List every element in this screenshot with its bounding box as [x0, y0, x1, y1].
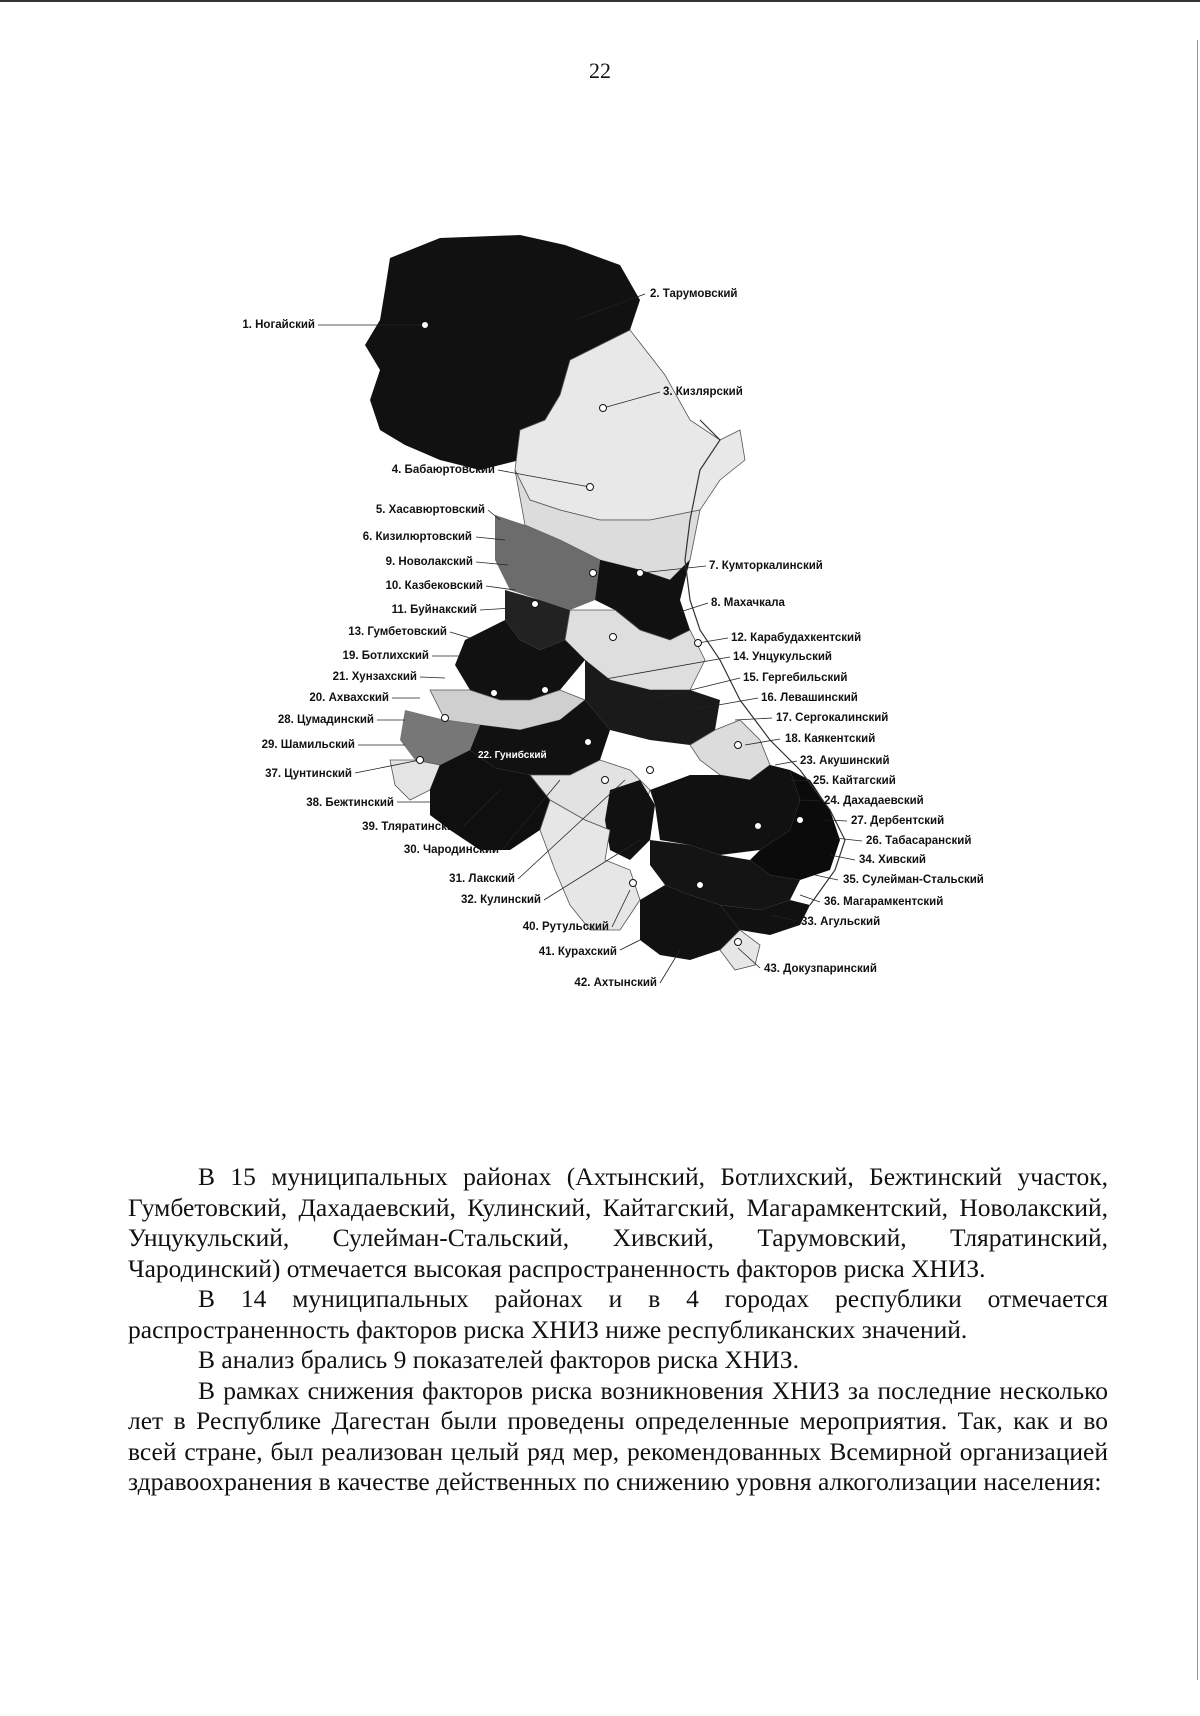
label-khunzakhsky: 21. Хунзахский [332, 671, 417, 683]
label-tabasaransky: 26. Табасаранский [866, 835, 972, 847]
paragraph-indicators: В анализ брались 9 показателей факторов риска ХНИЗ. [198, 1345, 799, 1374]
label-rutulsky: 40. Рутульский [522, 921, 609, 933]
label-kayakentsky: 18. Каякентский [785, 733, 876, 745]
label-levashinsky: 16. Левашинский [761, 692, 858, 704]
label-tlyaratinsky: 39. Тляратинский [362, 821, 461, 833]
paragraph-measures: В рамках снижения факторов риска возникновения ХНИЗ за последние несколько лет в Республике Дагестан были проведены определенные мероприятия. Так, как и во всей стране, был реализован целый ряд мер, рекомендованных Всемирной организацией здравоохранения в качестве действенных по снижению уровня алкоголизации населения: [128, 1375, 1108, 1496]
label-untsukulsky: 14. Унцукульский [733, 651, 832, 663]
label-kaitagsky: 25. Кайтагский [813, 775, 896, 787]
label-suleiman-stalsky: 35. Сулейман-Стальский [843, 874, 984, 886]
label-dokuzparinsky: 43. Докузпаринский [764, 963, 877, 975]
label-charodinsky: 30. Чародинский [403, 844, 499, 856]
label-akhtynsky: 42. Ахтынский [574, 977, 657, 989]
label-makhachkala: 8. Махачкала [711, 597, 785, 609]
label-shamilsky: 29. Шамильский [261, 739, 355, 751]
label-buinaksky: 11. Буйнакский [391, 604, 477, 616]
label-novolaksky: 9. Новолакский [385, 556, 473, 568]
label-dakhadaevsky: 24. Дахадаевский [824, 795, 924, 807]
label-derbentsky: 27. Дербентский [851, 815, 945, 827]
label-botlikhsky: 19. Ботлихский [342, 650, 429, 662]
label-agulsky: 33. Агульский [801, 916, 881, 928]
label-tsumadinsky: 28. Цумадинский [277, 714, 374, 726]
label-magaramkentsky: 36. Магарамкентский [824, 896, 944, 908]
paragraph-low-risk: В 14 муниципальных районах и в 4 городах республики отмечается распространенность факторов риска ХНИЗ ниже республиканских значений. [128, 1284, 1108, 1344]
label-kumtorkalinsky: 7. Кумторкалинский [709, 560, 823, 572]
label-kulinsky: 32. Кулинский [460, 894, 541, 906]
label-gumbetovsky: 13. Гумбетовский [348, 626, 447, 638]
label-nogaisky: 1. Ногайский [242, 319, 315, 331]
region-nogaisky [365, 235, 520, 470]
label-khasavyurtovsky: 5. Хасавюртовский [375, 504, 485, 516]
label-tarumovsky: 2. Тарумовский [650, 288, 738, 300]
label-kizilyurtovsky: 6. Кизилюртовский [362, 531, 472, 543]
label-sergokalinsky: 17. Сергокалинский [776, 712, 889, 724]
label-kurakhsky: 41. Курахский [538, 946, 617, 958]
label-kazbekovsky: 10. Казбековский [385, 580, 483, 592]
label-akhvakhsky: 20. Ахвахский [309, 692, 389, 704]
label-babayurtovsky: 4. Бабаюртовский [391, 464, 495, 476]
label-gergebilsky: 15. Гергебильский [743, 672, 848, 684]
label-gunibsky-inline: 22. Гунибский [478, 750, 547, 761]
body-text [128, 1162, 1108, 1498]
paragraph-high-risk: В 15 муниципальных районах (Ахтынский, Ботлихский, Бежтинский участок, Гумбетовский, Дахадаевский, Кулинский, Кайтагский, Магарамкентский, Новолакский, Унцукульский, Сулейман-Стальский, Хивский, Тарумовский, Тляратинский, Чародинский) отмечается высокая распространенность факторов риска ХНИЗ. [128, 1162, 1108, 1283]
label-laksky: 31. Лакский [449, 873, 515, 885]
label-khivsky: 34. Хивский [859, 854, 926, 866]
label-kizlyarsky: 3. Кизлярский [663, 386, 743, 398]
label-bezhtinsky: 38. Бежтинский [306, 797, 394, 809]
label-tsuntinsky: 37. Цунтинский [265, 768, 352, 780]
label-karabudakhkentsky: 12. Карабудахкентский [731, 632, 862, 644]
label-akushinsky: 23. Акушинский [800, 755, 890, 767]
page-number: 22 [589, 58, 611, 83]
